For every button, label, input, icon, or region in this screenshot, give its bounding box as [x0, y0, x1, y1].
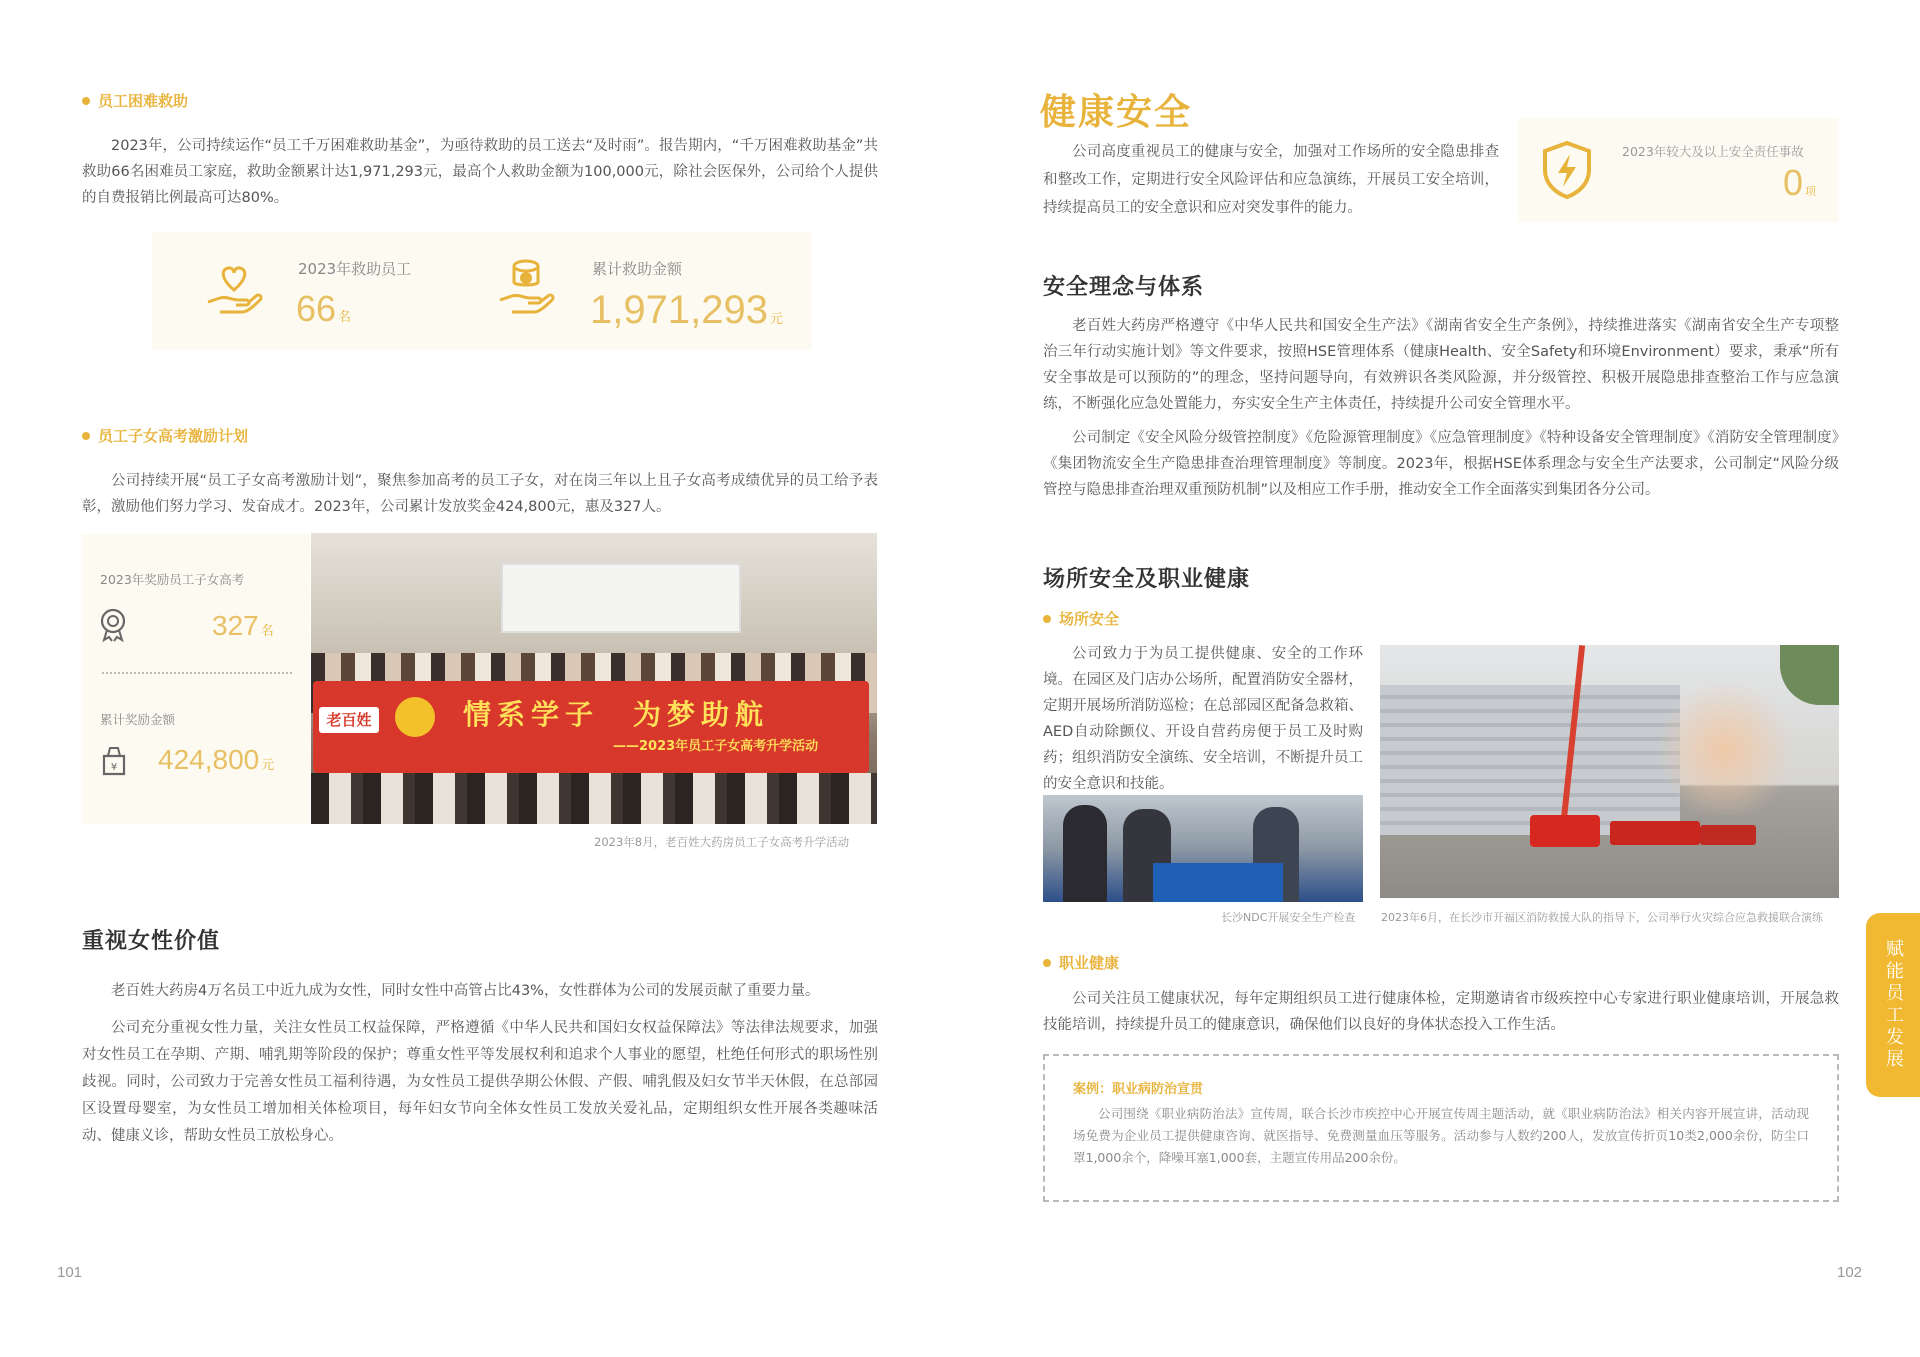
- union-emblem-icon: [395, 697, 435, 737]
- stat-aid-amount-unit: 元: [769, 312, 783, 327]
- award-medal-icon: [98, 608, 128, 642]
- health-safety-intro: 公司高度重视员工的健康与安全，加强对工作场所的安全隐患排查和整改工作，定期进行安全风险评估和应急演练，开展员工安全培训，持续提高员工的安全意识和应对突发事件的能力。: [1043, 144, 1499, 216]
- chapter-side-tab[interactable]: 赋能员工发展: [1866, 913, 1920, 1097]
- photo-blue-crates: [1153, 863, 1283, 902]
- svg-text:¥: ¥: [110, 762, 118, 773]
- accident-stat-card: [1518, 118, 1838, 222]
- safety-philosophy-paragraph-2: 公司制定《安全风险分级管控制度》《危险源管理制度》《应急管理制度》《特种设备安全管理制度》《消防安全管理制度》《集团物流安全生产隐患排查治理管理制度》等制度。2023年，根据HSE体系理念与安全生产法要求，公司制定“风险分级管控与隐患排查治理双重预防机制”以及相应工作手册，推动安全工作全面落实到集团各分公司。: [1043, 430, 1839, 498]
- photo-banner-logo: 老百姓: [319, 707, 379, 733]
- stat-aid-amount-value: 1,971,293: [590, 288, 768, 332]
- heading-hardship-aid-label: 员工困难救助: [98, 92, 189, 110]
- hardship-aid-paragraph: 2023年，公司持续运作“员工千万困难救助基金”，为亟待救助的员工送去“及时雨”。报告期内，“千万困难救助基金”共救助66名困难员工家庭，救助金额累计达1,971,293元，最高个人救助金额为100,000元，除社会医保外，公司给个人提供的自费报销比例最高可达80%。: [82, 138, 878, 206]
- accident-stat-unit: 项: [1805, 185, 1816, 198]
- photo-person: [1063, 805, 1107, 902]
- workplace-health-title: 场所安全及职业健康: [1043, 567, 1251, 592]
- heading-exam-incentive: [82, 425, 248, 446]
- stat-exam-students-label: 2023年奖励员工子女高考: [100, 572, 245, 587]
- heading-occupational-health-label: 职业健康: [1059, 954, 1120, 972]
- case-title: 案例：职业病防治宣贯: [1073, 1082, 1204, 1097]
- stat-exam-amount: [158, 744, 274, 776]
- exam-incentive-paragraph: 公司持续开展“员工子女高考激励计划”，聚焦参加高考的员工子女，对在岗三年以上且子女高考成绩优异的员工给予表彰，激励他们努力学习、发奋成才。2023年，公司累计发放奖金424,800元，惠及327人。: [82, 473, 878, 515]
- fire-truck: [1700, 825, 1756, 845]
- photo-banner: [313, 681, 869, 773]
- fire-drill-photo-caption: 2023年6月，在长沙市开福区消防救援大队的指导下，公司举行火灾综合应急救援联合演练: [1381, 911, 1823, 924]
- heading-occupational-health: [1043, 952, 1119, 973]
- case-text: 公司围绕《职业病防治法》宣传周，联合长沙市疾控中心开展宣传周主题活动，就《职业病防治法》相关内容开展宣讲，活动现场免费为企业员工提供健康咨询、就医指导、免费测量血压等服务。活动参与人数约200人，发放宣传折页10类2,000余份，防尘口罩1,000余个，降噪耳塞1,000套，主题宣传用品200余份。: [1073, 1106, 1809, 1165]
- stat-exam-amount-unit: 元: [261, 758, 275, 773]
- accident-stat-value: 0: [1782, 162, 1803, 203]
- page-number-left: 101: [57, 1264, 83, 1281]
- heading-site-safety: [1043, 608, 1119, 629]
- accident-stat: [1783, 162, 1816, 204]
- shield-bolt-icon: [1540, 140, 1594, 200]
- women-value-paragraph-2: 公司充分重视女性力量，关注女性员工权益保障，严格遵循《中华人民共和国妇女权益保障法》等法律法规要求，加强对女性员工在孕期、产期、哺乳期等阶段的保护；尊重女性平等发展权利和追求个人事业的愿望，杜绝任何形式的职场性别歧视。同时，公司致力于完善女性员工福利待遇，为女性员工提供孕期公休假、产假、哺乳假及妇女节半天休假，在总部园区设置母婴室，为女性员工增加相关体检项目，每年妇女节向全体女性员工发放关爱礼品，定期组织女性开展各类趣味活动、健康义诊，帮助女性员工放松身心。: [82, 1020, 878, 1144]
- stat-aid-amount-label: 累计救助金额: [592, 260, 683, 278]
- exam-activity-photo: [311, 533, 877, 824]
- photo-banner-main: 情系学子 为梦助航: [463, 698, 770, 731]
- stat-divider: [102, 672, 292, 674]
- stat-aided-employees-value: 66: [296, 288, 337, 329]
- stat-aided-employees-label: 2023年救助员工: [298, 260, 412, 278]
- heading-exam-incentive-label: 员工子女高考激励计划: [98, 427, 249, 445]
- exam-photo-caption: 2023年8月，老百姓大药房员工子女高考升学活动: [594, 835, 850, 849]
- fire-truck: [1610, 821, 1700, 845]
- case-box: [1043, 1054, 1839, 1202]
- heading-hardship-aid: [82, 90, 188, 111]
- photo-water-spray: [1650, 685, 1800, 815]
- women-value-paragraph-1: 老百姓大药房4万名员工中近九成为女性，同时女性中高管占比43%，女性群体为公司的发展贡献了重要力量。: [111, 983, 820, 999]
- photo-crowd-front: [311, 773, 877, 824]
- health-safety-title: 健康安全: [1040, 92, 1193, 133]
- stat-exam-students-value: 327: [212, 610, 259, 641]
- occupational-health-paragraph: 公司关注员工健康状况，每年定期组织员工进行健康体检，定期邀请省市级疾控中心专家进行职业健康培训，开展急救技能培训，持续提升员工的健康意识，确保他们以良好的身体状态投入工作生活。: [1043, 991, 1839, 1033]
- photo-banner-sub: ——2023年员工子女高考升学活动: [613, 739, 819, 754]
- photo-screen: [501, 563, 741, 633]
- stat-exam-amount-value: 424,800: [158, 744, 260, 775]
- stat-aid-amount: [590, 288, 783, 333]
- exam-stats-card: [82, 534, 310, 824]
- stat-exam-students-unit: 名: [260, 624, 274, 639]
- fire-truck: [1530, 815, 1600, 847]
- stat-aided-employees: [296, 288, 351, 330]
- women-value-title: 重视女性价值: [82, 929, 221, 954]
- safety-philosophy-paragraph-1: 老百姓大药房严格遵守《中华人民共和国安全生产法》《湖南省安全生产条例》，持续推进落实《湖南省安全生产专项整治三年行动实施计划》等文件要求，按照HSE管理体系（健康Health、安全Safety和环境Environment）要求，秉承“所有安全事故是可以预防的”的理念，坚持问题导向，有效辨识各类风险源，并分级管控、积极开展隐患排查整治工作与应急演练，不断强化应急处置能力，夯实安全生产主体责任，持续提升公司安全管理水平。: [1043, 318, 1839, 412]
- stat-aided-employees-unit: 名: [338, 310, 352, 325]
- inspection-photo-caption: 长沙NDC开展安全生产检查: [1221, 911, 1356, 924]
- stat-exam-students: [212, 610, 274, 642]
- photo-warehouse: [1380, 685, 1680, 835]
- page-number-right: 102: [1837, 1264, 1863, 1281]
- site-safety-paragraph: 公司致力于为员工提供健康、安全的工作环境。在园区及门店办公场所，配置消防安全器材，定期开展场所消防巡检；在总部园区配备急救箱、AED自动除颤仪、开设自营药房便于员工及时购药；组织消防安全演练、安全培训，不断提升员工的安全意识和技能。: [1043, 646, 1363, 792]
- fire-drill-photo: [1380, 645, 1839, 898]
- stat-exam-amount-label: 累计奖励金额: [100, 712, 176, 727]
- heart-hand-icon: [202, 262, 266, 322]
- coins-hand-icon: [496, 256, 562, 322]
- safety-inspection-photo: [1043, 795, 1363, 902]
- safety-philosophy-title: 安全理念与体系: [1043, 275, 1205, 300]
- heading-site-safety-label: 场所安全: [1059, 610, 1120, 628]
- accident-stat-label: 2023年较大及以上安全责任事故: [1622, 144, 1804, 159]
- aid-stats-card: [152, 232, 812, 350]
- money-bag-icon: [100, 744, 128, 776]
